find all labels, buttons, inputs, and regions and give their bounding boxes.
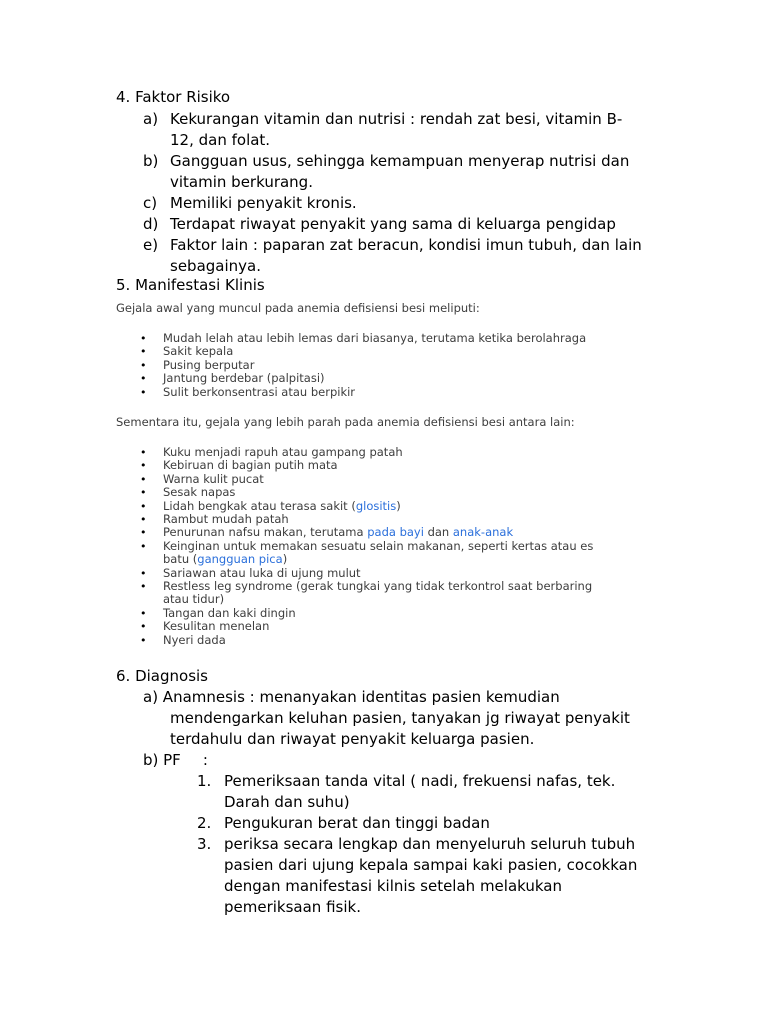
anak-anak-link[interactable]: anak-anak	[452, 525, 514, 540]
bullet-icon: •	[140, 499, 147, 513]
list-item	[140, 567, 640, 580]
list-item-text: Terdapat riwayat penyakit yang sama di keluarga pengidap	[170, 215, 616, 233]
list-item-text: Sakit kepala	[163, 344, 234, 359]
list-item	[140, 332, 640, 345]
list-item-text: Tangan dan kaki dingin	[163, 605, 296, 620]
list-marker: a)	[143, 110, 159, 128]
list-item	[140, 580, 640, 607]
list-item-text: Jantung berdebar (palpitasi)	[163, 371, 325, 386]
risk-factor-list	[143, 109, 643, 277]
list-item-text: Rambut mudah patah	[163, 512, 289, 527]
list-item-text: Nyeri dada	[163, 632, 226, 647]
bullet-icon: •	[140, 459, 147, 473]
list-item-text: Faktor lain : paparan zat beracun, kondisi imun tubuh, dan lain sebagainya.	[170, 236, 642, 275]
list-item	[140, 620, 640, 633]
list-item-text: Keinginan untuk memakan sesuatu selain makanan, seperti kertas atau es	[163, 538, 594, 553]
list-item-text: Mudah lelah atau lebih lemas dari biasanya, terutama ketika berolahraga	[163, 331, 587, 345]
list-item	[140, 486, 640, 499]
section-6-heading: 6. Diagnosis	[116, 667, 208, 685]
list-item-text: Restless leg syndrome (gerak tungkai yang tidak terkontrol saat berbaring	[163, 579, 593, 594]
list-item	[197, 771, 657, 813]
list-item	[143, 109, 643, 151]
list-item-text: )	[282, 552, 288, 567]
physical-exam-list	[197, 771, 657, 918]
list-item	[143, 193, 643, 214]
list-item	[140, 526, 640, 539]
list-item	[140, 513, 640, 526]
bullet-icon: •	[140, 606, 147, 620]
list-item-text: )	[396, 498, 401, 513]
list-item-text: Sariawan atau luka di ujung mulut	[163, 565, 361, 580]
list-item-text: Pengukuran berat dan tinggi badan	[224, 814, 490, 832]
list-marker: 1.	[197, 772, 212, 790]
list-item	[140, 607, 640, 620]
pf-colon: :	[202, 751, 208, 769]
list-item-text: Sulit berkonsentrasi atau berpikir	[163, 384, 356, 399]
bullet-icon: •	[140, 580, 147, 594]
bullet-icon: •	[140, 620, 147, 634]
list-item-text: Kekurangan vitamin dan nutrisi : rendah zat besi, vitamin B-12, dan folat.	[170, 110, 623, 149]
list-item-text: atau tidur)	[163, 592, 225, 607]
list-item	[140, 345, 640, 358]
list-item-text: Kebiruan di bagian putih mata	[163, 458, 338, 473]
pf-item	[143, 750, 663, 771]
list-item-text: Kesulitan menelan	[163, 619, 270, 634]
list-item	[143, 214, 643, 235]
list-item-text: Memiliki penyakit kronis.	[170, 194, 357, 212]
list-item	[143, 151, 643, 193]
section-4-heading: 4. Faktor Risiko	[116, 88, 231, 106]
list-item	[140, 386, 640, 399]
pf-label: b) PF	[143, 751, 181, 769]
list-item	[197, 834, 657, 918]
list-item-text: batu (	[163, 552, 198, 567]
bullet-icon: •	[140, 358, 147, 372]
list-marker: 3.	[197, 835, 212, 853]
early-symptoms-list	[140, 332, 640, 399]
bullet-icon: •	[140, 372, 147, 386]
severe-symptoms-list	[140, 446, 640, 647]
list-item	[140, 459, 640, 472]
list-item	[140, 372, 640, 385]
list-item-text: periksa secara lengkap dan menyeluruh seluruh tubuh pasien dari ujung kepala sampai kaki pasien, cocokkan dengan manifestasi kilnis setelah melakukan pemeriksaan fisik.	[224, 835, 638, 916]
glositis-link[interactable]: glositis	[355, 498, 397, 513]
early-symptoms-intro: Gejala awal yang muncul pada anemia defisiensi besi meliputi:	[116, 301, 480, 315]
bullet-icon: •	[140, 526, 147, 540]
list-item	[140, 634, 640, 647]
list-item-text: Gangguan usus, sehingga kemampuan menyerap nutrisi dan vitamin berkurang.	[170, 152, 630, 191]
bullet-icon: •	[140, 446, 147, 459]
bullet-icon: •	[140, 345, 147, 359]
bullet-icon: •	[140, 566, 147, 580]
diagnosis-list	[143, 687, 663, 771]
bullet-icon: •	[140, 513, 147, 527]
list-marker: d)	[143, 215, 159, 233]
list-marker: b)	[143, 152, 159, 170]
section-5-heading: 5. Manifestasi Klinis	[116, 276, 265, 294]
bullet-icon: •	[140, 539, 147, 553]
list-item-text: Sesak napas	[163, 485, 236, 500]
list-item	[140, 540, 640, 567]
bullet-icon: •	[140, 486, 147, 500]
list-item	[197, 813, 657, 834]
list-item-text: Lidah bengkak atau terasa sakit (	[163, 498, 356, 513]
list-marker: e)	[143, 236, 159, 254]
list-item	[140, 359, 640, 372]
list-item	[140, 500, 640, 513]
bullet-icon: •	[140, 385, 147, 399]
list-item-text: Penurunan nafsu makan, terutama	[163, 525, 368, 540]
list-item-text: Warna kulit pucat	[163, 471, 264, 486]
list-item-text: Kuku menjadi rapuh atau gampang patah	[163, 445, 403, 459]
list-item	[140, 473, 640, 486]
list-item-text: Pemeriksaan tanda vital ( nadi, frekuensi nafas, tek. Darah dan suhu)	[224, 772, 616, 811]
list-item-text: Pusing berputar	[163, 357, 255, 372]
anamnesis-item: a) Anamnesis : menanyakan identitas pasien kemudian mendengarkan keluhan pasien, tanyakan jg riwayat penyakit terdahulu dan riwayat penyakit keluarga pasien.	[143, 688, 630, 748]
list-marker: 2.	[197, 814, 212, 832]
severe-symptoms-intro: Sementara itu, gejala yang lebih parah pada anemia defisiensi besi antara lain:	[116, 415, 575, 429]
gangguan-pica-link[interactable]: gangguan pica	[197, 552, 283, 567]
bullet-icon: •	[140, 472, 147, 486]
bullet-icon: •	[140, 633, 147, 647]
list-item	[143, 235, 643, 277]
list-marker: c)	[143, 194, 158, 212]
list-item	[140, 446, 640, 459]
bullet-icon: •	[140, 332, 147, 345]
list-item-text: dan	[423, 525, 453, 540]
pada-bayi-link[interactable]: pada bayi	[367, 525, 424, 540]
